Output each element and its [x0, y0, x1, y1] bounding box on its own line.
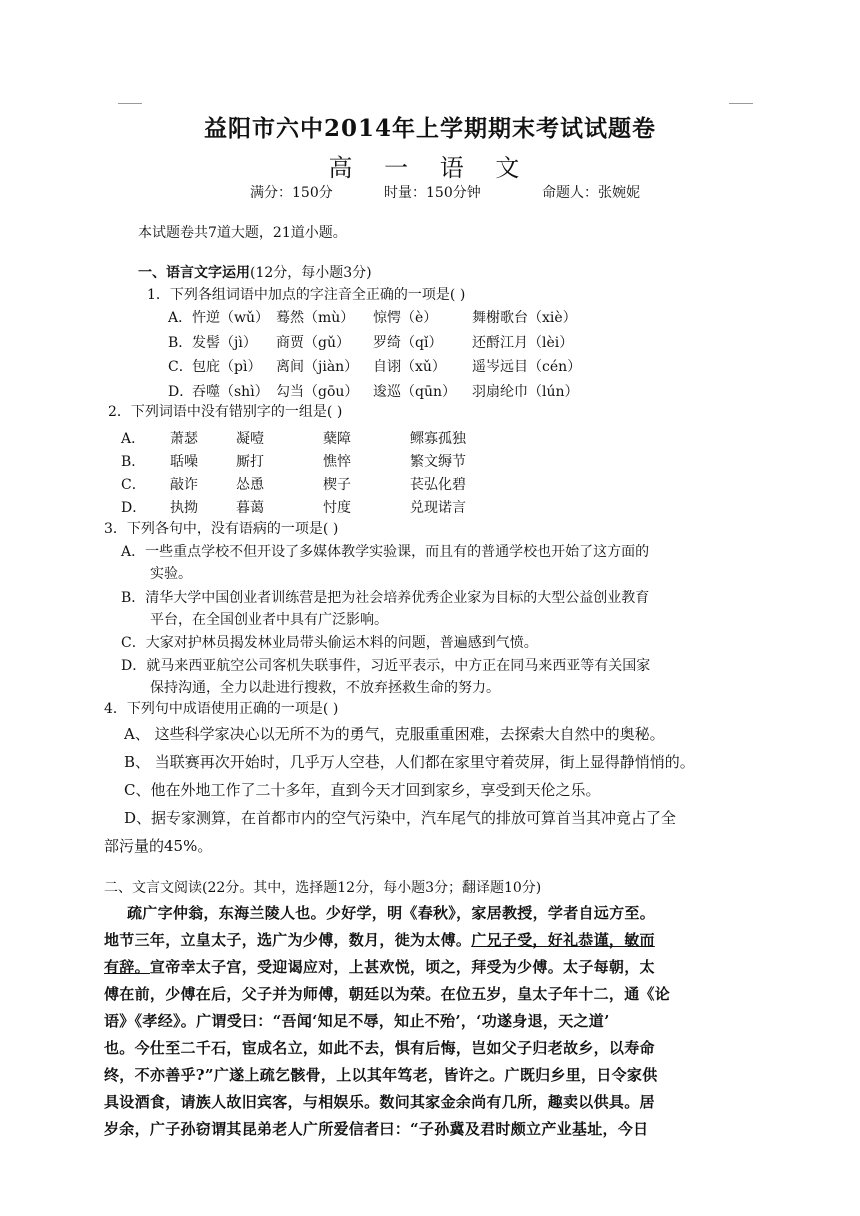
q2-option-word: 凝噎 [236, 431, 264, 447]
q2-option-label: A． [121, 431, 146, 447]
q2-option-word: 暮蔼 [236, 500, 264, 516]
q3-stem: 3．下列各句中，没有语病的一项是( ) [104, 521, 339, 537]
q3-option-b-line1: B．清华大学中国创业者训练营是把为社会培养优秀企业家为目标的大型公益创业教育 [121, 590, 650, 606]
q1-option-word: 自诩（xǔ） [373, 359, 446, 375]
q1-stem: 1．下列各组词语中加点的字注音全正确的一项是( ) [147, 287, 466, 303]
passage-line-8: 具设酒食，请族人故旧宾客，与相娱乐。数问其家金余尚有几所，趣卖以供具。居 [104, 1093, 655, 1111]
section2-heading: 二、文言文阅读(22分。其中，选择题12分，每小题3分；翻译题10分) [104, 880, 542, 896]
q4-option-a: A、 这些科学家决心以无所不为的勇气，克服重重困难，去探索大自然中的奥秘。 [124, 725, 665, 743]
q2-option-word: 萧瑟 [170, 431, 198, 447]
q4-option-c: C、他在外地工作了二十多年，直到今天才回到家乡，享受到天伦之乐。 [124, 781, 601, 799]
q2-option-word: 楔子 [323, 477, 351, 493]
passage-line-2a: 地节三年，立皇太子，选广为少傅，数月，徙为太傅。 [104, 931, 472, 949]
subject-title: 高 一 语 文 [328, 154, 532, 182]
q3-option-d-line1: D．就马来西亚航空公司客机失联事件，习近平表示，中方正在同马来西亚等有关国家 [121, 658, 651, 674]
q4-option-b: B、 当联赛再次开始时，几乎万人空巷，人们都在家里守着荧屏，街上显得静悄悄的。 [124, 753, 695, 771]
section1-heading [138, 262, 372, 282]
exam-intro: 本试题卷共7道大题，21道小题。 [138, 225, 347, 241]
q1-option-word: 蓦然（mù） [276, 310, 355, 326]
q1-option-word: 商贾（gǔ） [276, 334, 350, 351]
q2-option-word: 兑现诺言 [410, 500, 466, 516]
q1-option-word: 舞榭歌台（xiè） [472, 310, 577, 326]
q4-option-d-line2: 部污量的45%。 [104, 837, 213, 855]
q3-option-b-line2: 平台，在全国创业者中具有广泛影响。 [150, 612, 388, 628]
q1-option-word: 勾当（gōu） [276, 383, 359, 400]
q2-option-label: D． [121, 500, 147, 516]
q3-option-a-line2: 实验。 [150, 566, 192, 582]
q1-option-word: 还酹江月（lèi） [472, 334, 574, 351]
q3-option-a-line1: A．一些重点学校不但开设了多媒体教学实验课，而且有的普通学校也开始了这方面的 [121, 544, 650, 560]
q2-option-word: 怂恿 [236, 477, 264, 493]
q2-option-word: 憔悴 [323, 454, 351, 470]
header-rule-left [118, 103, 142, 104]
passage-line-4: 傅在前，少傅在后，父子并为师傅，朝廷以为荣。在位五岁，皇太子年十二，通《论 [104, 985, 671, 1003]
exam-author: 命题人：张婉妮 [542, 185, 640, 201]
passage-line-3b: 宣帝幸太子宫，受迎谒应对，上甚欢悦，顷之，拜受为少傅。太子每朝，太 [149, 958, 655, 976]
passage-line-2b: 广兄子受，好礼恭谨，敏而 [471, 931, 655, 949]
q2-option-word: 敲诈 [170, 477, 198, 493]
full-score: 满分：150分 [250, 185, 333, 201]
q1-option-label: B． [168, 334, 193, 351]
passage-line-2 [104, 929, 655, 950]
q1-option-word: 发髻（jì） [192, 334, 257, 351]
section1-heading-bold: 一、语言文字运用 [138, 265, 250, 281]
section1-heading-rest: (12分，每小题3分) [250, 265, 372, 281]
q2-option-word: 执拗 [170, 500, 198, 516]
passage-line-6: 也。今仕至二千石，宦成名立，如此不去，惧有后悔，岂如父子归老故乡，以寿命 [104, 1039, 655, 1057]
q1-option-word: 离间（jiàn） [276, 359, 359, 375]
q1-option-label: A． [168, 310, 193, 326]
q2-option-word: 聒噪 [170, 454, 198, 470]
q1-option-word: 吞噬（shì） [192, 383, 269, 400]
passage-line-9: 岁余，广子孙窃谓其昆弟老人广所爱信者曰：“子孙冀及君时颇立产业基址，今日 [104, 1120, 649, 1138]
header-rule-right [729, 103, 753, 104]
q3-option-d-line2: 保持沟通，全力以赴进行搜救，不放弃拯救生命的努力。 [150, 680, 500, 696]
q1-option-label: C． [168, 359, 193, 375]
q4-option-d-line1: D、据专家测算，在首都市内的空气污染中，汽车尾气的排放可算首当其冲竟占了全 [124, 809, 677, 827]
q3-option-c: C．大家对护林员揭发林业局带头偷运木料的问题，普遍感到气愤。 [121, 635, 538, 651]
passage-line-5: 语》《孝经》。广谓受曰：“吾闻‘知足不辱，知止不殆’，‘功遂身退，天之道’ [104, 1012, 610, 1030]
q2-option-word: 忖度 [323, 500, 351, 516]
q4-stem: 4．下列句中成语使用正确的一项是( ) [104, 701, 339, 717]
q2-option-word: 繁文缛节 [410, 454, 466, 470]
q2-option-label: C． [121, 477, 146, 493]
q1-option-word: 包庇（pì） [192, 359, 262, 375]
q1-option-word: 羽扇纶巾（lún） [472, 383, 579, 400]
q2-option-word: 厮打 [236, 454, 264, 470]
passage-line-3 [104, 956, 655, 977]
q1-option-label: D． [168, 383, 194, 400]
q2-option-label: B． [121, 454, 146, 470]
passage-line-1: 疏广字仲翁，东海兰陵人也。少好学，明《春秋》，家居教授，学者自远方至。 [127, 904, 656, 922]
passage-line-3a: 有辞。 [104, 958, 150, 976]
q1-option-word: 逡巡（qūn） [373, 383, 456, 400]
q2-option-word: 蘖障 [323, 431, 351, 447]
q1-option-word: 罗绮（qǐ） [373, 334, 443, 351]
q2-option-word: 鳏寡孤独 [410, 431, 466, 447]
q1-option-word: 忤逆（wǔ） [192, 310, 269, 326]
q2-option-word: 苌弘化碧 [410, 477, 466, 493]
q1-option-word: 遥岑远目（cén） [472, 359, 582, 375]
exam-title: 益阳市六中2014年上学期期末考试试题卷 [203, 115, 656, 142]
q2-stem: 2．下列词语中没有错别字的一组是( ) [108, 404, 343, 420]
passage-line-7: 终，不亦善乎?”广遂上疏乞骸骨，上以其年笃老，皆许之。广既归乡里，日令家供 [104, 1066, 658, 1084]
q1-option-word: 惊愕（è） [373, 310, 438, 326]
exam-time: 时量：150分钟 [384, 185, 481, 201]
